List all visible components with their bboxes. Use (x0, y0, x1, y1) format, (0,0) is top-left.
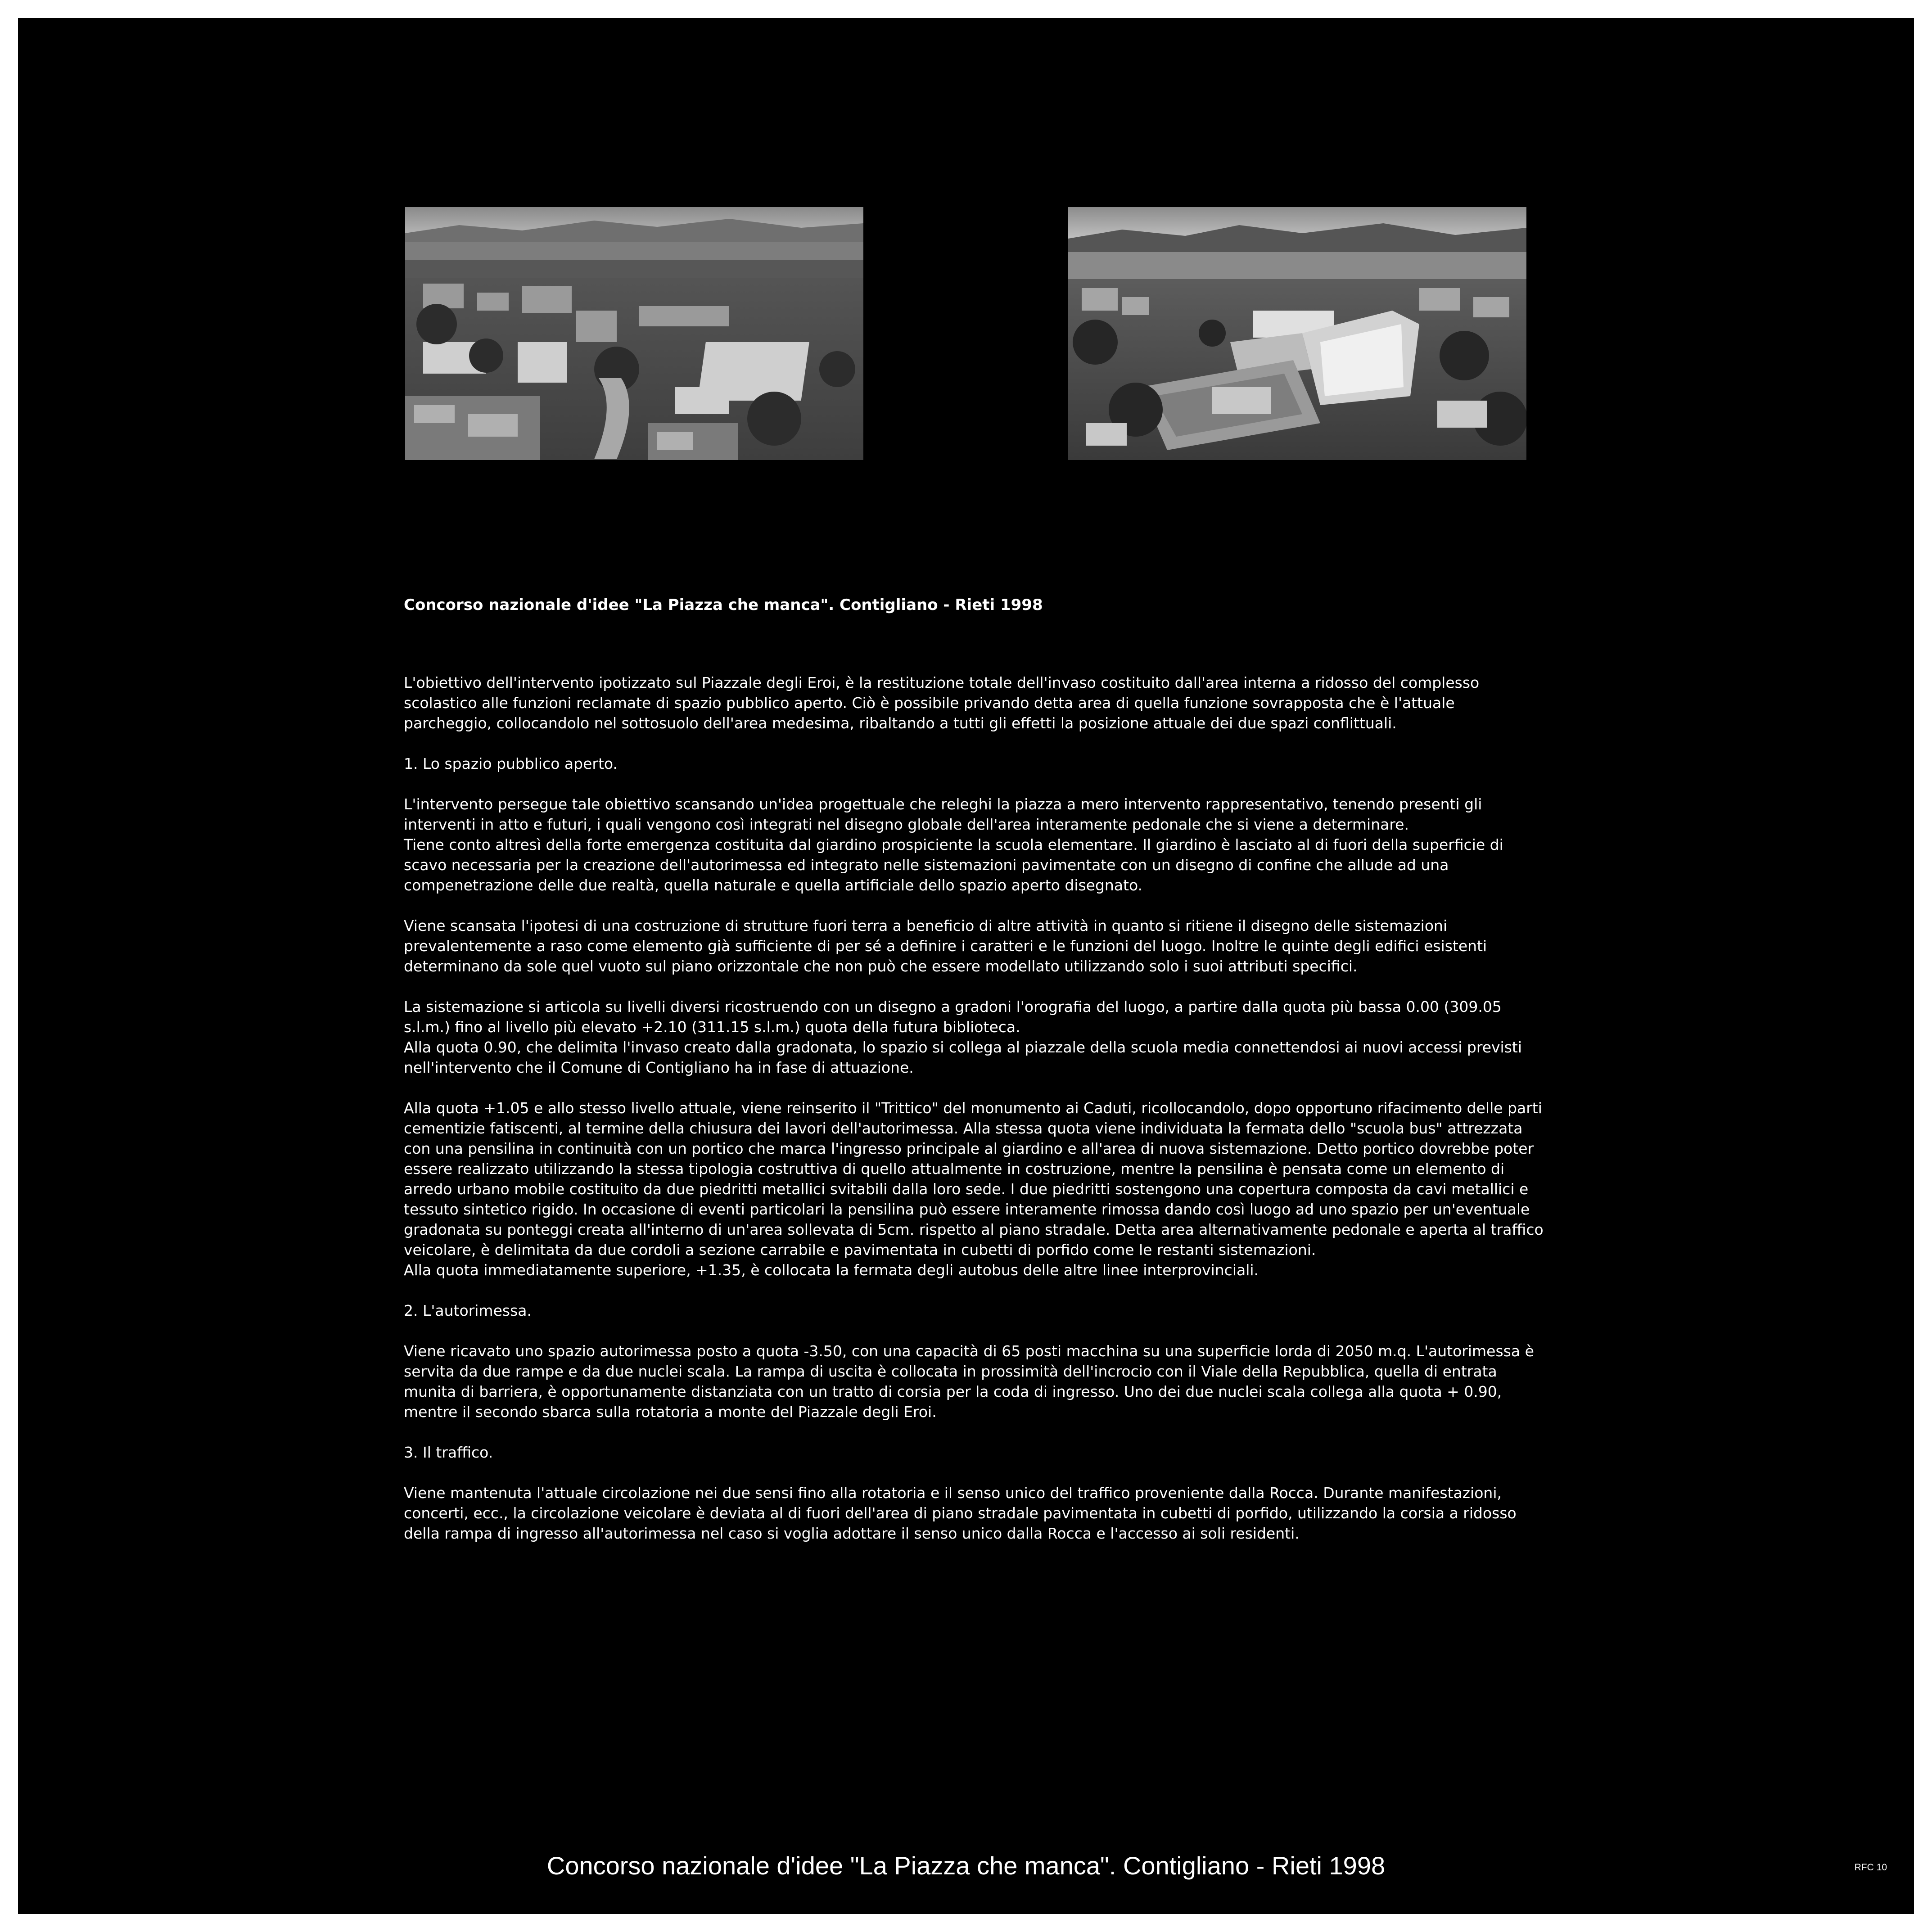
intro-paragraph: L'obiettivo dell'intervento ipotizzato sul Piazzale degli Eroi, è la restituzione totale dell'invaso costituito dall'area interna a ridosso del complesso scolastico alle funzioni reclamate di spazio pubblico aperto. Ciò è possibile privando detta area di quella funzione sovrapposta che è l'attuale parcheggio, collocandolo nel sottosuolo dell'area medesima, ribaltando a tutti gli effetti la posizione attuale dei due spazi conflittuali. (404, 674, 1480, 732)
levels-paragraph-4: Alla quota immediatamente superiore, +1.35, è collocata la fermata degli autobus delle altre linee interprovinciali. (404, 1261, 1259, 1279)
garage-paragraph: Viene ricavato uno spazio autorimessa posto a quota -3.50, con una capacità di 65 posti macchina su una superficie lorda di 2050 m.q. L'autorimessa è servita da due rampe e da due nuclei scala. La rampa di uscita è collocata in prossimità dell'incrocio con il Viale della Repubblica, quella di entrata munita di barriera, è opportunamente distanziata con un tratto di corsia per la coda di ingresso. Uno dei due nuclei scala collega alla quota + 0.90, mentre il secondo sbarca sulla rotatoria a monte del Piazzale degli Eroi. (404, 1342, 1534, 1421)
project-description (404, 595, 1547, 1564)
heading-traffic: 3. Il traffico. (404, 1444, 493, 1461)
heading-garage: 2. L'autorimessa. (404, 1302, 532, 1319)
aerial-photo-project-image (1068, 207, 1526, 460)
presentation-board (18, 18, 1914, 1914)
levels-paragraph-1: La sistemazione si articola su livelli diversi ricostruendo con un disegno a gradoni l'orografia del luogo, a partire dalla quota più bassa 0.00 (309.05 s.l.m.) fino al livello più elevato +2.10 (311.15 s.l.m.) quota della futura biblioteca. (404, 998, 1502, 1036)
traffic-paragraph: Viene mantenuta l'attuale circolazione nei due sensi fino alla rotatoria e il senso unico del traffico proveniente dalla Rocca. Durante manifestazioni, concerti, ecc., la circolazione veicolare è deviata al di fuori dell'area di piano stradale pavimentata in cubetti di porfido, utilizzando la corsia a ridosso della rampa di ingresso all'autorimessa nel caso si voglia adottare il senso unico dalla Rocca e l'accesso ai soli residenti. (404, 1484, 1517, 1542)
levels-paragraph-2: Alla quota 0.90, che delimita l'invaso creato dalla gradonata, lo spazio si collega al piazzale della scuola media connettendosi ai nuovi accessi previsti nell'intervento che il Comune di Contigliano ha in fase di attuazione. (404, 1038, 1522, 1076)
open-space-paragraph-3: Viene scansata l'ipotesi di una costruzione di strutture fuori terra a beneficio di altre attività in quanto si ritiene il disegno delle sistemazioni prevalentemente a raso come elemento già sufficiente di per sé a definire i caratteri e le funzioni del luogo. Inoltre le quinte degli edifici esistenti determinano da sole quel vuoto sul piano orizzontale che non può che essere modellato utilizzando solo i suoi attributi specifici. (404, 917, 1487, 975)
aerial-photo-existing-image (405, 207, 863, 460)
open-space-paragraph-2: Tiene conto altresì della forte emergenza costituita dal giardino prospiciente la scuola elementare. Il giardino è lasciato al di fuori della superficie di scavo necessaria per la creazione dell'autorimessa ed integrato nelle sistemazioni pavimentate con un disegno di confine che allude ad una compenetrazione delle due realtà, quella naturale e quella artificiale dello spazio aperto disegnato. (404, 836, 1503, 894)
levels-paragraph-3: Alla quota +1.05 e allo stesso livello attuale, viene reinserito il "Trittico" del monumento ai Caduti, ricollocandolo, dopo opportuno rifacimento delle parti cementizie fatiscenti, al termine della chiusura dei lavori dell'autorimessa. Alla stessa quota viene individuata la fermata dello "scuola bus" attrezzata con una pensilina in continuità con un portico che marca l'ingresso principale al giardino e all'area di nuova sistemazione. Detto portico dovrebbe poter essere realizzato utilizzando la stessa tipologia costruttiva di quello attualmente in costruzione, mentre la pensilina è pensata come un elemento di arredo urbano mobile costituito da due piedritti metallici svitabili dalla loro sede. I due piedritti sostengono una copertura composta da cavi metallici e tessuto sintetico rigido. In occasione di eventi particolari la pensilina può essere interamente rimossa dando così luogo ad uno spazio per un'eventuale gradonata su ponteggi creata all'interno di un'area sollevata di 5cm. rispetto al piano stradale. Detta area alternativamente pedonale e aperta al traffico veicolare, è delimitata da due cordoli a sezione carrabile e pavimentata in cubetti di porfido come le restanti sistemazioni. (404, 1099, 1544, 1259)
page-code: RFC 10 (1854, 1862, 1887, 1873)
heading-open-space: 1. Lo spazio pubblico aperto. (404, 755, 618, 772)
footer-title: Concorso nazionale d'idee "La Piazza che manca". Contigliano - Rieti 1998 (546, 1851, 1386, 1880)
open-space-paragraph-1: L'intervento persegue tale obiettivo scansando un'idea progettuale che releghi la piazza a mero intervento rappresentativo, tenendo presenti gli interventi in atto e futuri, i quali vengono così integrati nel disegno globale dell'area interamente pedonale che si viene a determinare. (404, 795, 1482, 833)
aerial-photo-existing (405, 207, 863, 460)
project-title: Concorso nazionale d'idee "La Piazza che manca". Contigliano - Rieti 1998 (404, 596, 1043, 614)
aerial-photo-project (1068, 207, 1526, 460)
